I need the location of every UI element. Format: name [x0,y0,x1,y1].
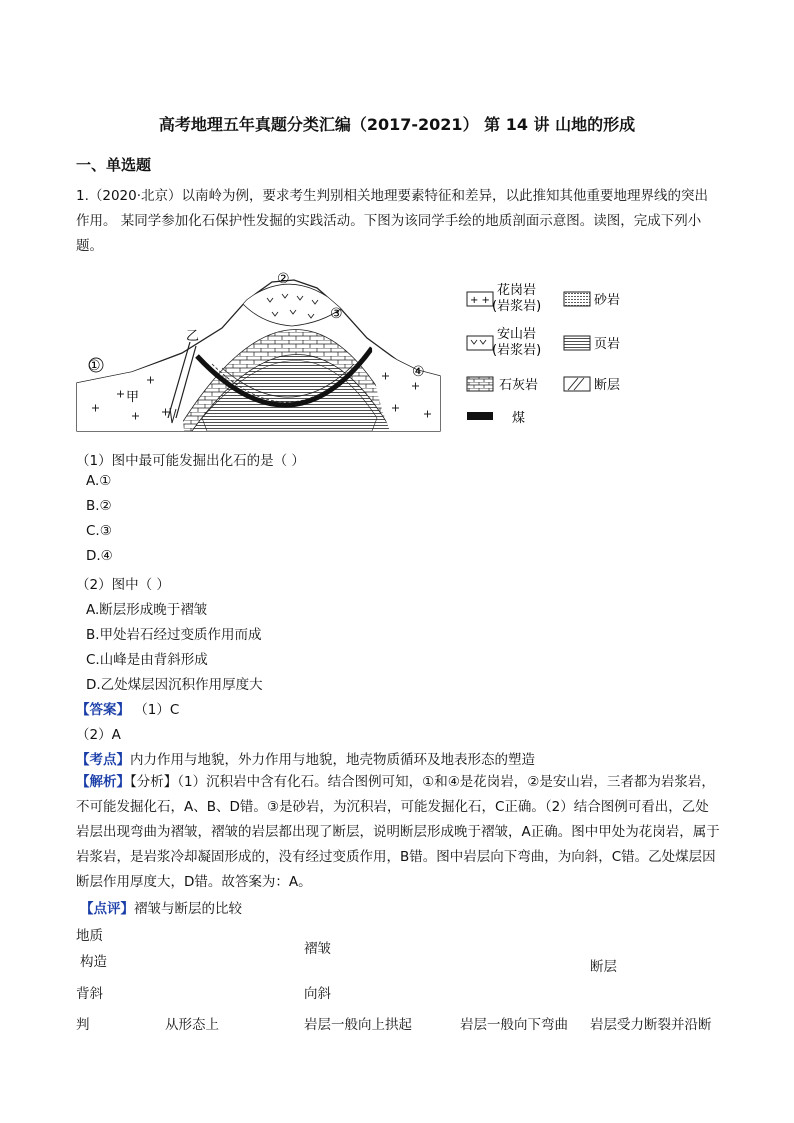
kaodian-text: 内力作用与地貌，外力作用与地貌，地壳物质循环及地表形态的塑造 [130,752,535,768]
th-dizhi: 地质 [76,928,103,944]
sub1-prompt: （1）图中最可能发掘出化石的是（ ） [76,453,305,469]
th-xiangxie: 向斜 [304,986,331,1002]
dianping-tag: 【点评】 [80,901,134,917]
legend-coal-label: 煤 [512,411,526,426]
sub2-option-a[interactable]: A.断层形成晚于褶皱 [86,602,208,618]
question-stem: 1.（2020·北京）以南岭为例，要求考生判别相关地理要素特征和差异，以此推知其他重要地理界线的突出作用。 某同学参加化石保护性发掘的实践活动。下图为该同学手绘的地质剖面示意图。读图，完成下列小题。 [76,188,709,254]
marker-4-text: ④ [412,364,425,380]
sub1-option-c[interactable]: C.③ [86,523,112,539]
sub1-option-b[interactable]: B.② [86,498,112,514]
legend-andesite-label: 安山岩 [497,327,537,342]
legend-granite-sub: (岩浆岩) [492,299,542,314]
sub1-option-d[interactable]: D.④ [86,548,113,564]
section-heading: 一、单选题 [76,156,152,174]
legend-sandstone-label: 砂岩 [594,293,621,308]
answer-1: （1）C [134,702,180,718]
legend-shale-swatch [564,336,590,350]
legend-granite-label: 花岗岩 [497,283,537,298]
jiexi-block [76,770,721,895]
sub2-option-d[interactable]: D.乙处煤层因沉积作用厚度大 [86,677,263,693]
label-jia: 甲 [126,390,140,405]
sub2-prompt: （2）图中（ ） [76,577,170,593]
label-yi: 乙 [186,329,200,344]
marker-3-text: ③ [330,306,343,322]
th-zhezhou: 褶皱 [304,941,331,957]
legend-andesite-swatch [467,336,493,350]
td-duanceng-val: 岩层受力断裂并沿断 [590,1017,712,1033]
legend-limestone-label: 石灰岩 [499,378,539,393]
legend-sandstone-swatch [564,292,590,306]
legend-shale-label: 页岩 [594,337,621,352]
sub2-option-b[interactable]: B.甲处岩石经过变质作用而成 [86,627,262,643]
marker-2-text: ② [277,271,290,287]
dianping-text: 褶皱与断层的比较 [134,901,242,917]
td-xiangxie-val: 岩层一般向下弯曲 [460,1017,568,1033]
marker-1-text: ① [88,358,101,374]
sub2-option-c[interactable]: C.山峰是由背斜形成 [86,652,208,668]
svg-text:+ +: + + [470,295,490,306]
th-beixie: 背斜 [76,986,103,1002]
page-title: 高考地理五年真题分类汇编（2017-2021） 第 14 讲 山地的形成 [158,115,636,134]
dianping-line [80,897,242,917]
jiexi-text: 【分析】（1）沉积岩中含有化石。结合图例可知，①和④是花岗岩，②是安山岩，三者都为岩浆岩，不可能发掘化石，A、B、D错。③是砂岩，为沉积岩，可能发掘化石，C正确。（2）结合图例可看出，乙处岩层出现弯曲为褶皱，褶皱的岩层都出现了断层，说明断层形成晚于褶皱，A正确。图中甲处为花岗岩，属于岩浆岩，是岩浆冷却凝固形成的，没有经过变质作用，B错。图中岩层向下弯曲，为向斜，C错。乙处煤层因断层作用厚度大，D错。故答案为：A。 [76,774,720,890]
td-pan: 判 [76,1017,90,1033]
kaodian-tag: 【考点】 [76,752,130,768]
figure-legend [464,280,654,430]
legend-limestone-swatch [467,377,493,391]
td-beixie-val: 岩层一般向上拱起 [304,1017,412,1033]
th-duanceng: 断层 [590,959,617,975]
sub1-option-a[interactable]: A.① [86,473,112,489]
geologic-section-figure [72,268,452,436]
th-gouzao: 构造 [80,954,107,970]
jiexi-tag: 【解析】 [76,774,130,790]
answer-2: （2）A [76,727,121,743]
legend-fault-label: 断层 [594,378,621,393]
legend-coal-swatch [467,412,493,420]
kaodian-line [76,748,535,768]
answer-tag: 【答案】 [76,702,130,718]
answer-line-1 [76,698,179,718]
legend-andesite-sub: (岩浆岩) [492,343,542,358]
td-xingtai: 从形态上 [165,1017,219,1033]
